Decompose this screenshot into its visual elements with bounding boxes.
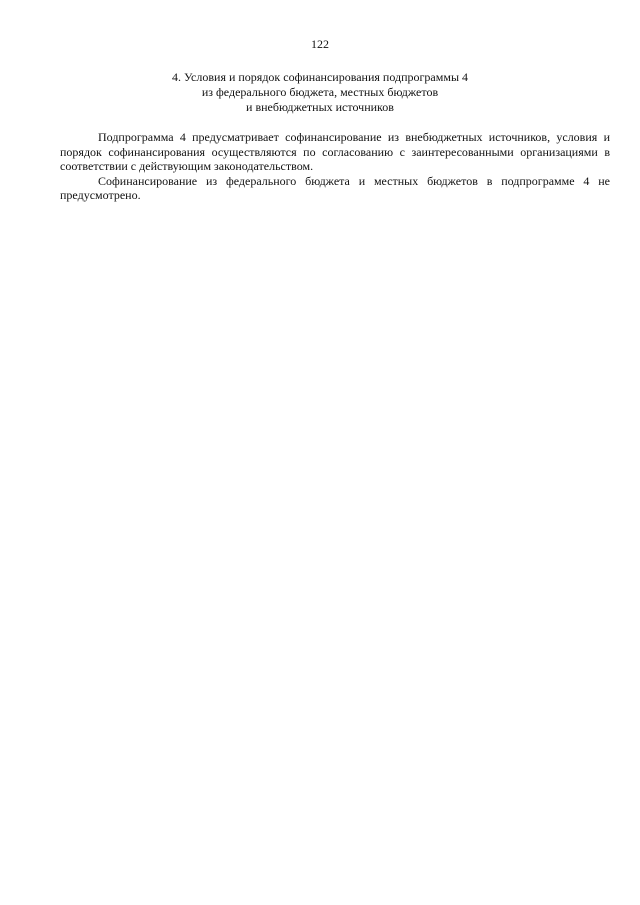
page-number: 122 (311, 37, 329, 51)
section-heading-line: из федерального бюджета, местных бюджетов (201, 85, 439, 99)
body-text (60, 130, 610, 203)
section-heading-line: 4. Условия и порядок софинансирования подпрограммы 4 (171, 70, 468, 84)
paragraph: Подпрограмма 4 предусматривает софинансирование из внебюджетных источников, условия и порядок софинансирования осуществляются по согласованию с заинтересованными организациями в соответствии с действующим законодательством. (60, 130, 610, 174)
paragraph: Софинансирование из федерального бюджета и местных бюджетов в подпрограмме 4 не предусмотрено. (60, 173, 610, 203)
section-heading (60, 70, 580, 115)
section-heading-line: и внебюджетных источников (246, 100, 394, 114)
